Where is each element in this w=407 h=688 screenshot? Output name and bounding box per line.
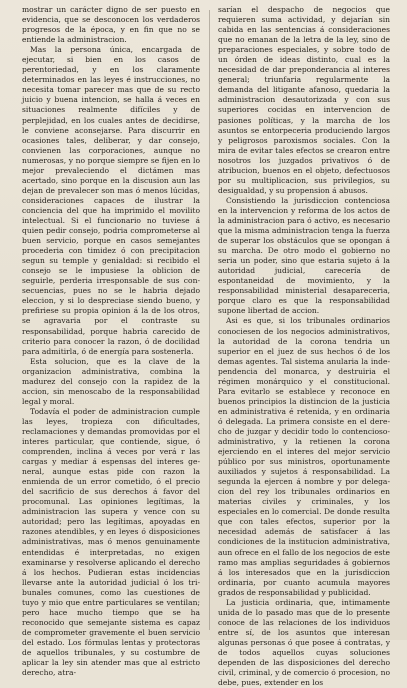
paragraph: Asi es que, si los tribunales ordinarios conociesen de los negocios administrativos, la autoridad de la corona tendria un superior en el juez de sus hechos ó de los demas agentes. Tal sistema anularia la independencia del monarca, y destruiria el régimen monárquico y el constitucional. Para evitarlo se establece y reconoce en buenos principios la distincion de la justicia en administrativa é retenida, y en ordinaria ó delegada. La primera consiste en el derecho de juzgar y decidir todo lo contencioso-administrativo, y la retienen la corona ejerciendo en el interes del mejor servicio público por sus ministros, oportunamente auxiliados y sujetos á responsabilidad. La segunda la ejercen á nombre y por delegacion del rey los tribunales ordinarios en materias civiles y criminales, y los especiales en lo comercial. De donde resulta que con tales efectos, superior por la necesidad además de satisfacer á las condiciones de la institucion administrativa, aun ofrece en el fallo de los negocios de este ramo mas amplias seguridades á gobiernos á los interesados que en la jurisdiccion ordinaria, por cuanto acumula mayores grados de responsabilidad y publicidad.	[218, 316, 390, 597]
paragraph: La justicia ordinaria, que, intimamente unida de lo pasado mas que de lo presente conoce de las relaciones de los individuos entre sí, de los asuntos que interesan algunas personas ó que posee á contratas, y de todos aquellos cuyas soluciones dependen de las disposiciones del derecho civil, criminal, y de comercio ó procesion, no debe, pues, extender en los	[218, 597, 390, 688]
paragraph-continuation: mostrar un carácter digno de ser puesto en evidencia, que se desconocen los verdaderos progresos de la época, y en fin que no se entiende la administracion.	[22, 5, 200, 45]
paragraph: Esta solucion, que es la clave de la organizacion administrativa, combina la madurez del consejo con la rapidez de la accion, sin menoscabo de la responsabilidad legal y moral.	[22, 356, 200, 406]
paragraph: Consistiendo la jurisdiccion contenciosa en la intervencion y reforma de los actos de la administracion para ó activo, es necesario que la misma administracion tenga la fuerza de superar los obstáculos que se opongan á su marcha. De otro modo el gobierno no seria un poder, sino que estaria sujeto á la autoridad judicial, carecería de espontaneidad de movimiento, y la responsabilidad ministerial desapareceria, porque claro es que la responsabilidad supone libertad de accion.	[218, 195, 390, 316]
left-column	[22, 5, 200, 678]
paragraph: Mas la persona única, encargada de ejecutar, si bien en los casos de perentoriedad, y en los claramente determinados en las leyes é instrucciones, no necesita tomar parecer mas que de su recto juicio y buena intencion, se halla á veces en situaciones realmente difíciles y de perplejidad, en los cuales antes de decidirse, le conviene aconsejarse. Para discurrir en ocasiones tales, deliberar, y dar consejo, convienen las corporaciones, aunque no numerosas, y no porque siempre se fijen en lo mejor prevaleciendo el dictámen mas acertado, sino porque en la discusion aun las dejan de prevalecer son mas ó menos lúcidas, consideraciones capaces de ilustrar la conciencia del que ha imprimido el movilito intelectual. Si el funcionario no tuviese á quien pedir consejo, podria comprometerse al buen servicio, porque en casos semejantes procederia con timidez ó con precipitacion segun su temple y genialdad: si recibido el consejo se le impusiese la oblicion de seguirle, perderia irresponsable de sus consecuencias, pues no se le habria dejado eleccion, y si lo despreciase siendo bueno, y prefiriese su propia opinion á la de los otros, se agravaria por el contraste su responsabilidad, porque habria carecido de criterio para conocer la razon, ó de docilidad para admitirla, ó de energía para sostenerla.	[22, 45, 200, 356]
paragraph: Todavía el poder de administracion cumple las leyes, tropieza con dificultades, reclamaciones y demandas promovidas por el interes particular, que contiende, sigue, ó comprenden, inclina á veces por verá r las cargas y mediar á espensas del interes general, aunque estas pide con razon la enmienda de un error cometido, ó el precio del sacrificio de sus derechos á favor del procomunal. Las opiniones legítimas, la administracion las supera y vence con su autoridad; pero las legítimas, apoyadas en razones atendibles, y en leyes ó disposiciones administrativas, mas ó menos genuinamente entendidas é interpretadas, no exigen examinarse y resolverse aplicando el derecho á los hechos. Pudieran estas incidencias llevarse ante la autoridad judicial ó los tribunales comunes, como las cuestiones de tuyo y mio que entre particulares se ventilan; pero hace mucho tiempo que se ha reconocido que semejante sistema es capaz de comprometer gravemente el buen servicio del estado. Los fórmulas lentas y protectoras de aquellos tribunales, y su costumbre de aplicar la ley sin atender mas que al estricto derecho, atra-	[22, 406, 200, 678]
column-divider	[209, 10, 210, 630]
paragraph-continuation: sarían el despacho de negocios que requieren suma actividad, y dejarían sin cabida en las sentencias á consideraciones que no emanan de la letra de la ley, sino de preparaciones especiales, y sobre todo de un órden de ideas distinto, cual es la necesidad de dar preponderancia al interes general; triunfaria regularmente la demanda del litigante afanoso, quedaria la administracion desautorizada y con sus superiores cocidas en intervencion de pasiones políticas, y la marcha de los asuntos se entorpeceria produciendo largos y peligrosos paroxismos sociales. Con la mira de evitar tales efectos se crearon entre nosotros los juzgados privativos ó de atribucion, buenos en el objeto, defectuosos por su multiplicacion, sus privilegios, su desigualdad, y su propension á abusos.	[218, 5, 390, 195]
right-column	[218, 5, 390, 688]
